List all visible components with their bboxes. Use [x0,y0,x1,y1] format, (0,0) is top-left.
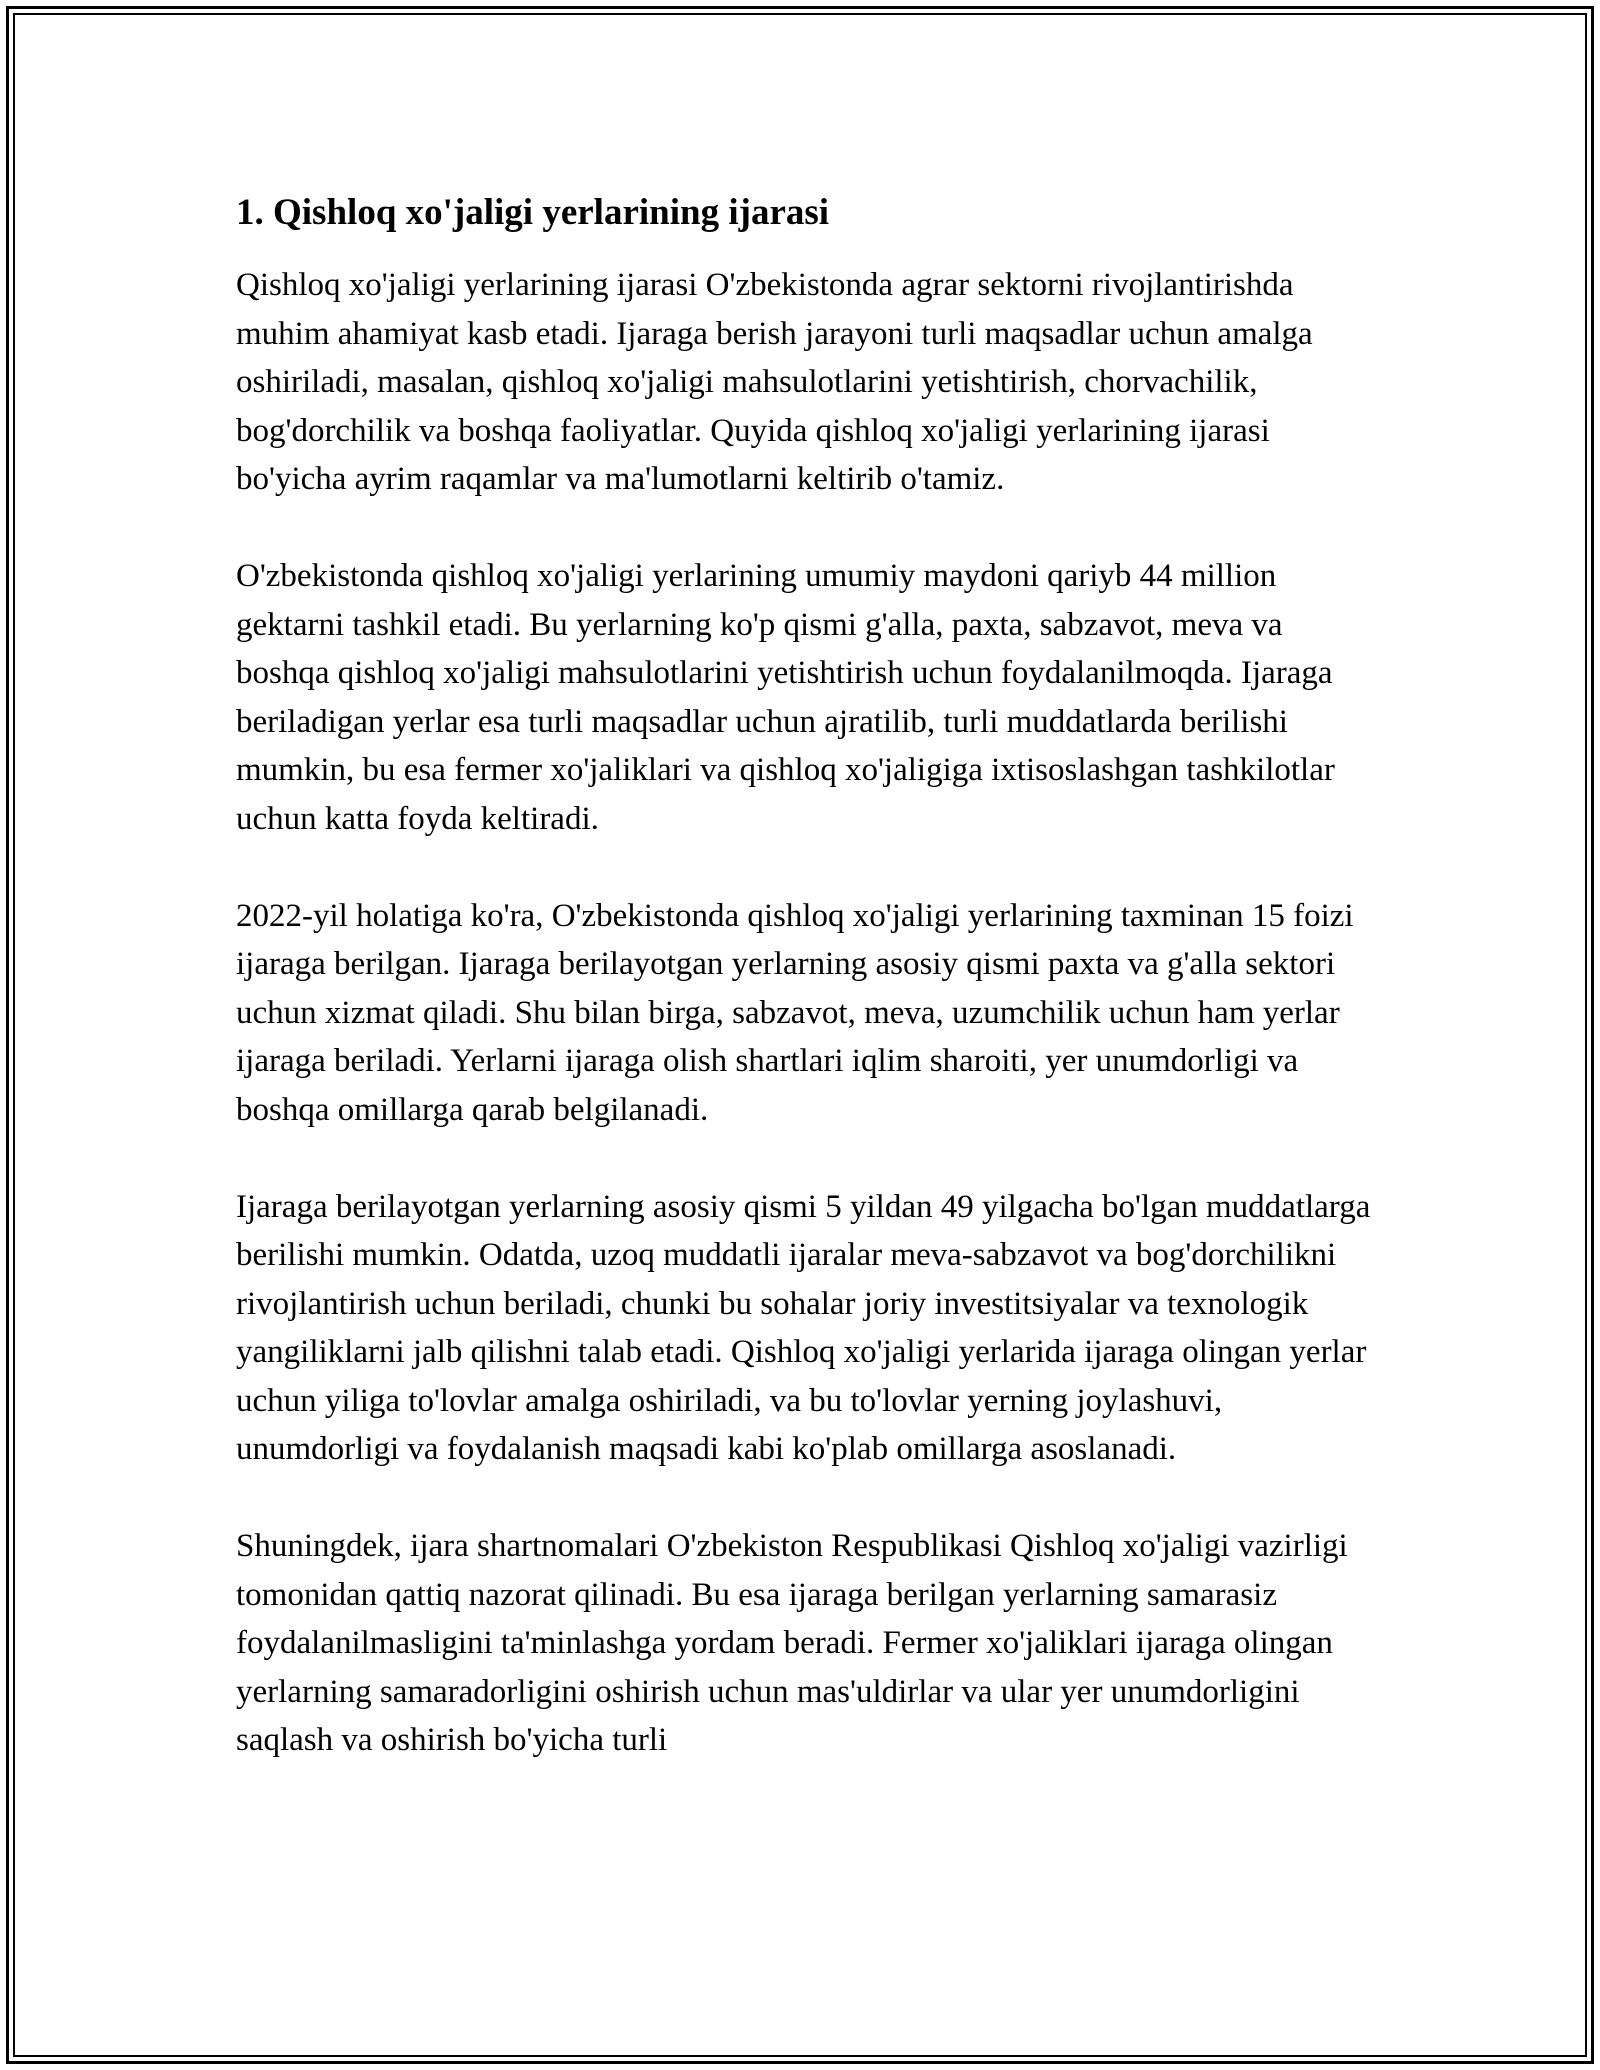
paragraph-oversight: Shuningdek, ijara shartnomalari O'zbekiston Respublikasi Qishloq xo'jaligi vazirligi tomonidan qattiq nazorat qilinadi. Bu esa ijaraga berilgan yerlarning samarasiz foydalanilmasligini ta'minlashga yordam beradi. Fermer xo'jaliklari ijaraga olingan yerlarning samaradorligini oshirish uchun mas'uldirlar va ular yer unumdorligini saqlash va oshirish bo'yicha turli [236,1528,1348,1758]
paragraph-land-area: O'zbekistonda qishloq xo'jaligi yerlarining umumiy maydoni qariyb 44 million gektarni tashkil etadi. Bu yerlarning ko'p qismi g'alla, paxta, sabzavot, meva va boshqa qishloq xo'jaligi mahsulotlarini yetishtirish uchun foydalanilmoqda. Ijaraga beriladigan yerlar esa turli maqsadlar uchun ajratilib, turli muddatlarda berilishi mumkin, bu esa fermer xo'jaliklari va qishloq xo'jaligiga ixtisoslashgan tashkilotlar uchun katta foyda keltiradi. [236,558,1335,837]
paragraph-intro: Qishloq xo'jaligi yerlarining ijarasi O'zbekistonda agrar sektorni rivojlantirishda muhim ahamiyat kasb etadi. Ijaraga berish jarayoni turli maqsadlar uchun amalga oshiriladi, masalan, qishloq xo'jaligi mahsulotlarini yetishtirish, chorvachilik, bog'dorchilik va boshqa faoliyatlar. Quyida qishloq xo'jaligi yerlarining ijarasi bo'yicha ayrim raqamlar va ma'lumotlarni keltirib o'tamiz. [236,267,1313,497]
paragraph-lease-terms: Ijaraga berilayotgan yerlarning asosiy qismi 5 yildan 49 yilgacha bo'lgan muddatlarga berilishi mumkin. Odatda, uzoq muddatli ijaralar meva-sabzavot va bog'dorchilikni rivojlantirish uchun beriladi, chunki bu sohalar joriy investitsiyalar va texnologik yangiliklarni jalb qilishni talab etadi. Qishloq xo'jaligi yerlarida ijaraga olingan yerlar uchun yiliga to'lovlar amalga oshiriladi, va bu to'lovlar yerning joylashuvi, unumdorligi va foydalanish maqsadi kabi ko'plab omillarga asoslanadi. [236,1188,1371,1467]
document-body [236,185,1376,1813]
paragraph-2022-status: 2022-yil holatiga ko'ra, O'zbekistonda qishloq xo'jaligi yerlarining taxminan 15 foizi ijaraga berilgan. Ijaraga berilayotgan yerlarning asosiy qismi paxta va g'alla sektori uchun xizmat qiladi. Shu bilan birga, sabzavot, meva, uzumchilik uchun ham yerlar ijaraga beriladi. Yerlarni ijaraga olish shartlari iqlim sharoiti, yer unumdorligi va boshqa omillarga qarab belgilanadi. [236,897,1354,1128]
section-heading: 1. Qishloq xo'jaligi yerlarining ijarasi [236,192,830,233]
